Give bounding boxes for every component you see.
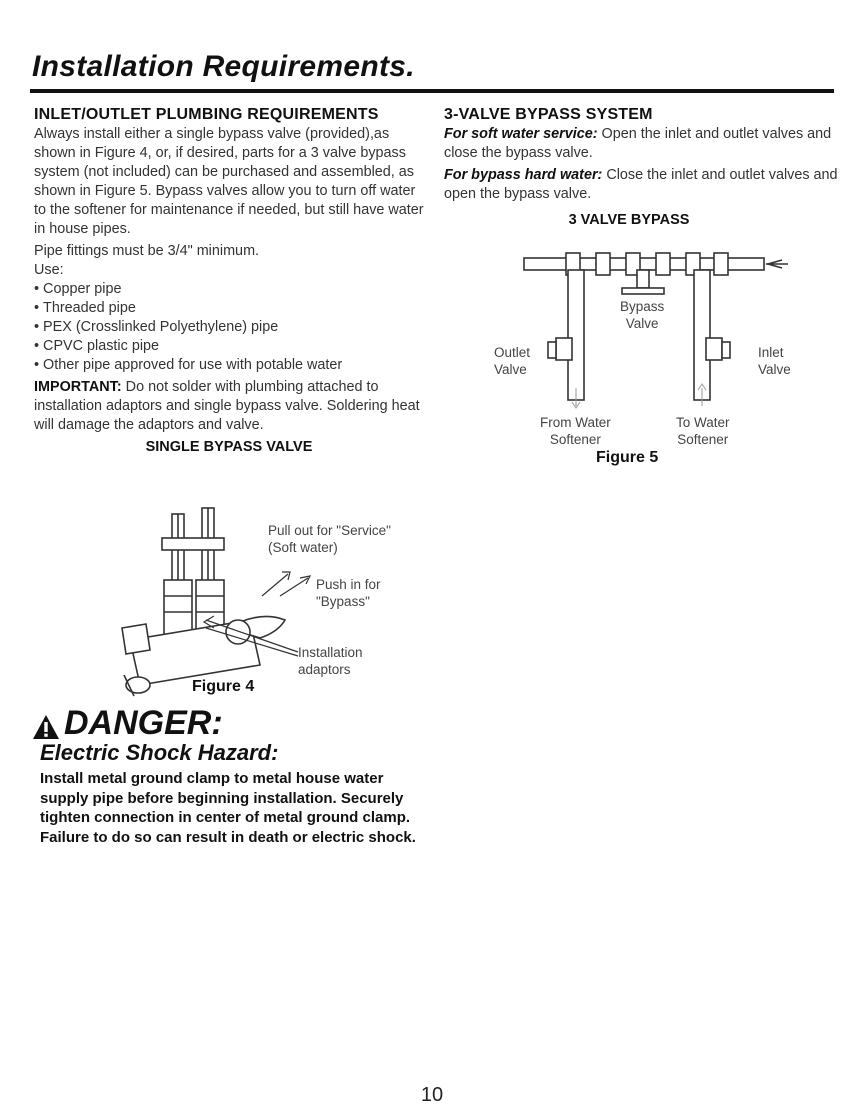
inlet-valve-label-line2: Valve: [758, 362, 791, 377]
important-text: Do not solder with plumbing attached to installation adaptors and single bypass valve. Soldering heat will damage the adaptors and valve.: [34, 379, 420, 433]
bypass-valve-label-line2: Valve: [625, 316, 659, 331]
danger-block: [32, 706, 432, 847]
important-label: IMPORTANT:: [34, 379, 122, 395]
hard-water-text: Close the inlet and outlet valves and open the bypass valve.: [444, 167, 838, 202]
figure5: [484, 248, 804, 473]
pull-out-label-line1: Pull out for "Service": [268, 523, 391, 538]
pipe-list: [34, 280, 424, 375]
inlet-outlet-heading: INLET/OUTLET PLUMBING REQUIREMENTS: [34, 106, 379, 123]
from-label-line2: Softener: [549, 432, 601, 447]
list-item: • CPVC plastic pipe: [34, 337, 424, 356]
soft-water-label: For soft water service:: [444, 126, 598, 142]
inlet-paragraph: Always install either a single bypass valve (provided),as shown in Figure 4, or, if desired, parts for a 3 valve bypass system (not included) can be purchased and assembled, as shown in Figure 5. Bypass valves allow you to turn off water to the softener for maintenance if needed, but still have water in house pipes.: [34, 126, 424, 237]
soft-water-paragraph: [444, 125, 844, 163]
to-label-line2: Softener: [677, 432, 729, 447]
pull-out-label: [268, 522, 391, 556]
figure5-heading: 3 VALVE BYPASS: [568, 212, 690, 228]
danger-text: Install metal ground clamp to metal house water supply pipe before beginning installation. Securely tighten connection in center of metal ground clamp. Failure to do so can result in death or electric shock.: [40, 770, 416, 846]
figure5-caption: Figure 5: [596, 449, 659, 466]
from-water-softener-label: [540, 414, 611, 448]
figure4-heading: SINGLE BYPASS VALVE: [145, 439, 313, 455]
page-title: Installation Requirements.: [32, 50, 415, 83]
to-label-line1: To Water: [676, 415, 730, 430]
list-item: • Other pipe approved for use with potable water: [34, 356, 424, 375]
list-item: • Threaded pipe: [34, 299, 424, 318]
pipe-fittings-paragraph: Pipe fittings must be 3/4" minimum.: [34, 243, 260, 259]
outlet-valve-label-line1: Outlet: [494, 345, 531, 360]
right-column: [444, 106, 844, 228]
danger-title: DANGER:: [64, 704, 223, 742]
bypass-valve-label: [620, 298, 664, 332]
outlet-valve-label-line2: Valve: [494, 362, 527, 377]
figure4: [110, 500, 430, 700]
installation-adaptors-label: [298, 644, 363, 678]
use-label: Use:: [34, 262, 64, 278]
hard-water-paragraph: [444, 166, 844, 204]
inlet-valve-label-line1: Inlet: [758, 345, 784, 360]
soft-water-text: Open the inlet and outlet valves and close the bypass valve.: [444, 126, 832, 161]
adaptors-label-line1: Installation: [298, 645, 363, 660]
hard-water-label: For bypass hard water:: [444, 167, 603, 183]
list-item: • PEX (Crosslinked Polyethylene) pipe: [34, 318, 424, 337]
to-water-softener-label: [676, 414, 730, 448]
danger-row: [32, 706, 432, 740]
bypass-system-heading: 3-VALVE BYPASS SYSTEM: [444, 106, 653, 123]
page-number: 10: [420, 1084, 444, 1106]
figure4-caption: Figure 4: [192, 678, 255, 695]
push-in-label-line2: "Bypass": [316, 594, 370, 609]
left-column: [34, 106, 424, 455]
list-item: • Copper pipe: [34, 280, 424, 299]
push-in-label-line1: Push in for: [316, 577, 381, 592]
danger-subtitle: Electric Shock Hazard:: [40, 740, 279, 765]
title-rule: [30, 89, 834, 93]
bypass-valve-label-line1: Bypass: [620, 299, 665, 314]
push-in-label: [316, 576, 381, 610]
inlet-valve-label: [758, 344, 791, 378]
warning-triangle-icon: [32, 714, 60, 740]
three-valve-bypass-illustration: [484, 248, 804, 473]
from-label-line1: From Water: [540, 415, 611, 430]
important-paragraph: [34, 378, 424, 435]
outlet-valve-label: [494, 344, 530, 378]
adaptors-label-line2: adaptors: [298, 662, 351, 677]
pull-out-label-line2: (Soft water): [268, 540, 338, 555]
